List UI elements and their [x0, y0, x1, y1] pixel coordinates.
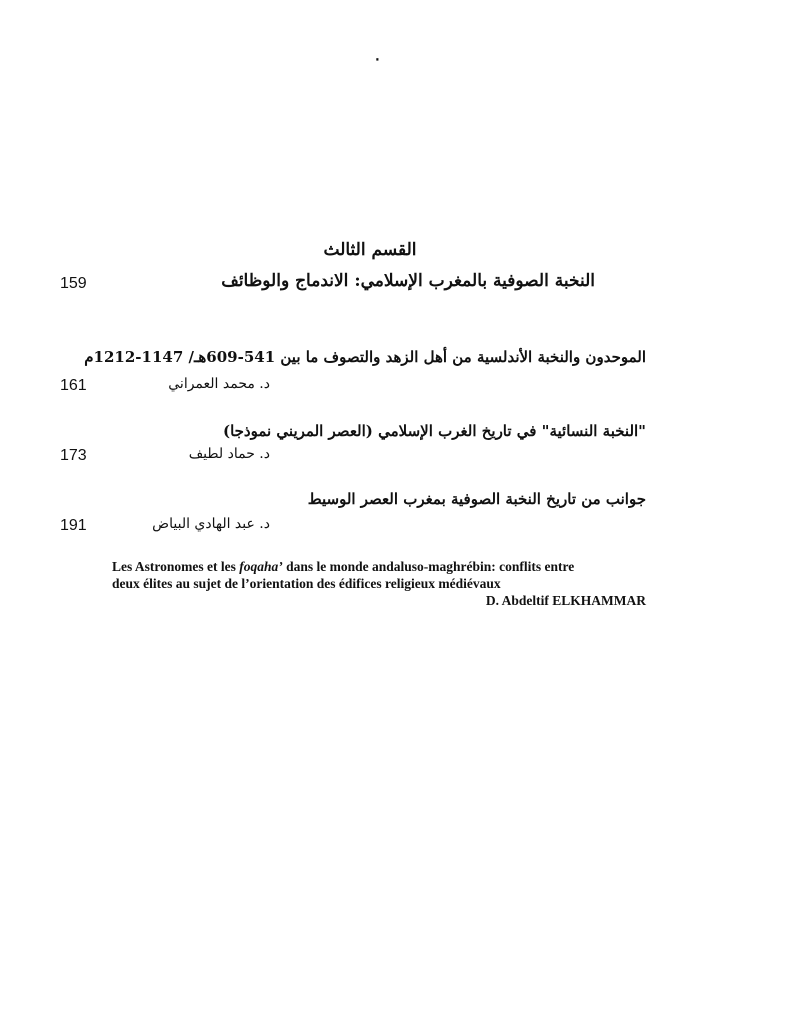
entry-title: "النخبة النسائية" في تاريخ الغرب الإسلامي (العصر المريني نموذجا): [222, 422, 646, 440]
french-entry-title-line2: deux élites au sujet de l’orientation des édifices religieux médiévaux: [112, 576, 501, 591]
entry-author: د. محمد العمراني: [168, 376, 270, 392]
entry-title: جوانب من تاريخ النخبة الصوفية بمغرب العصر الوسيط: [307, 490, 646, 508]
french-title-italic: foqaha’: [239, 559, 283, 574]
french-entry-author: D. Abdeltif ELKHAMMAR: [485, 593, 646, 608]
page-mark: ٠: [372, 46, 383, 70]
section-subtitle: النخبة الصوفية بالمغرب الإسلامي: الاندماج والوظائف: [221, 271, 595, 291]
french-entry-title-line1: [112, 558, 646, 575]
french-title-part: dans le monde andaluso-maghrébin: conflits entre: [282, 559, 575, 574]
entry-author: د. حماد لطيف: [188, 446, 270, 462]
entry-page-number: 191: [60, 517, 87, 534]
entry-page-number: 173: [60, 447, 87, 464]
french-title-part: Les Astronomes et les: [112, 559, 240, 574]
entry-author: د. عبد الهادي البياض: [152, 516, 270, 532]
entry-title: الموحدون والنخبة الأندلسية من أهل الزهد والتصوف ما بين 541-609هـ/ 1147-1212م: [84, 348, 646, 366]
entry-page-number: 161: [60, 377, 87, 394]
french-entry: [112, 558, 646, 609]
section-page-number: 159: [60, 275, 87, 292]
section-title: القسم الثالث: [323, 240, 417, 260]
